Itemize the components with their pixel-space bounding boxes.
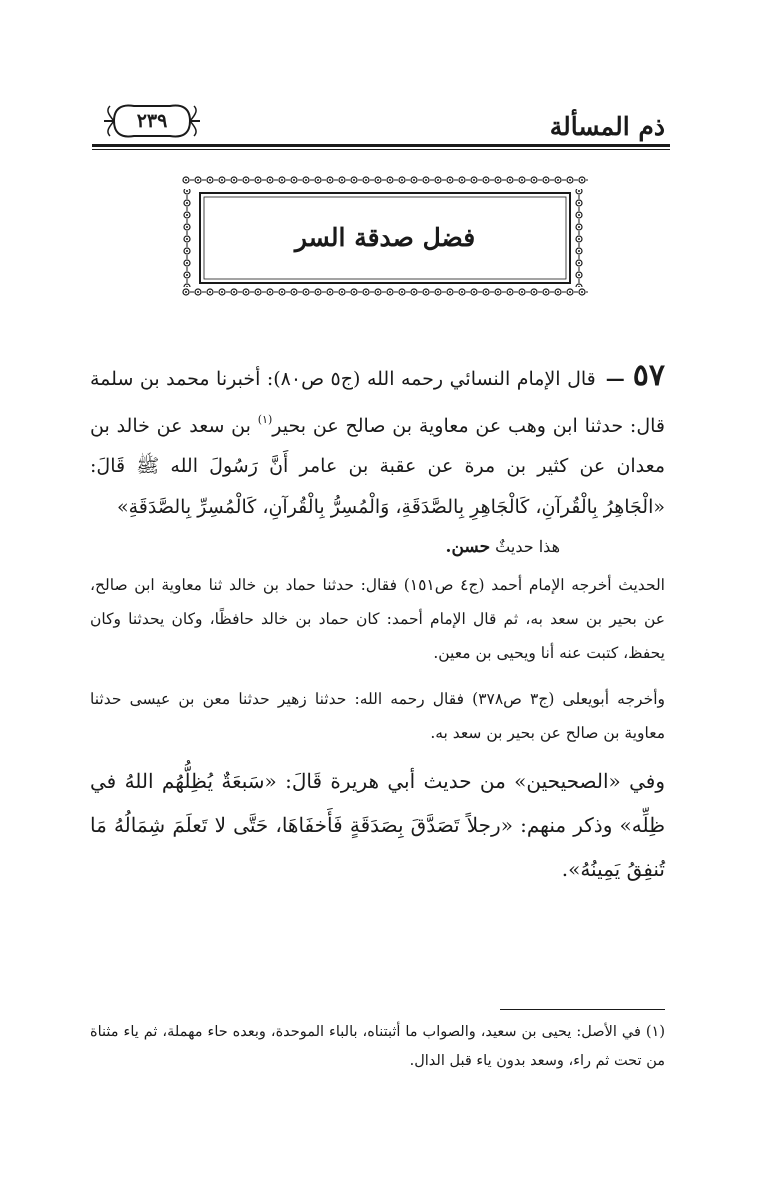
header-rule — [92, 144, 670, 147]
commentary-paragraph: وأخرجه أبويعلى (ج٣ ص٣٧٨) فقال رحمه الله: حدثنا زهير حدثنا معن بن عيسى حدثنا معاوية بن صالح عن بحير بن سعد به. — [90, 690, 665, 742]
footnote-reference[interactable]: (١) — [257, 412, 273, 426]
hadith-matn: بن سعد عن خالد بن معدان عن كثير بن مرة عن عقبة بن عامر أَنَّ رَسُولَ الله ﷺ قَالَ: «الْجَاهِرُ بِالْقُرآنِ، كَالْجَاهِرِ بِالصَّدَقَةِ، وَالْمُسِرُّ بِالْقُرآنِ، كَالْمُسِرِّ بِالصَّدَقَةِ» — [90, 414, 665, 518]
hadith-dash: — — [605, 368, 625, 390]
header-rule-thin — [92, 149, 670, 150]
chapter-title: فضل صدقة السر — [294, 223, 476, 252]
hadith-paragraph — [90, 356, 665, 568]
verdict-grade: حسن. — [445, 537, 491, 557]
hadith-verdict — [90, 527, 665, 568]
hadith-isnad: قال الإمام النسائي رحمه الله (ج٥ ص٨٠): أخبرنا محمد بن سلمة قال: حدثنا ابن وهب عن معاوية بن صالح عن بحير — [90, 368, 665, 437]
verdict-prefix: هذا حديثٌ — [490, 537, 560, 556]
running-title: ذم المسألة — [549, 112, 665, 141]
commentary-paragraph: الحديث أخرجه الإمام أحمد (ج٤ ص١٥١) فقال: حدثنا حماد بن خالد ثنا معاوية ابن صالح، عن بحير بن سعد به، ثم قال الإمام أحمد: كان حماد بن خالد حافظًا، وكان يحدثنا وكان يحفظ، كتبت عنه أنا ويحيى بن معين. — [90, 576, 665, 662]
page-number: ٢٣٩ — [136, 110, 168, 132]
hadith-number: ٥٧ — [632, 358, 665, 393]
footnote-separator — [500, 1009, 665, 1010]
sahihain-paragraph: وفي «الصحيحين» من حديث أبي هريرة قَالَ: «سَبعَةٌ يُظِلُّهُم اللهُ في ظِلِّه» وذكر منهم: «رجلاً تَصَدَّقَ بِصَدَقَةٍ فَأَخفَاهَا، حَتَّى لا تَعلَمَ شِمَالُهُ مَا تُنفِقُ يَمِينُهُ». — [90, 769, 665, 881]
footnote-marker: (١) — [645, 1024, 665, 1040]
footnote-text: في الأصل: يحيى بن سعيد، والصواب ما أثبتناه، بالباء الموحدة، وبعده حاء مهملة، ثم ياء مثناة من تحت ثم راء، وسعد بدون ياء قبل الدال. — [90, 1024, 665, 1069]
chapter-title-frame — [180, 173, 590, 303]
page-number-badge — [100, 100, 204, 142]
footnote — [90, 1018, 665, 1076]
